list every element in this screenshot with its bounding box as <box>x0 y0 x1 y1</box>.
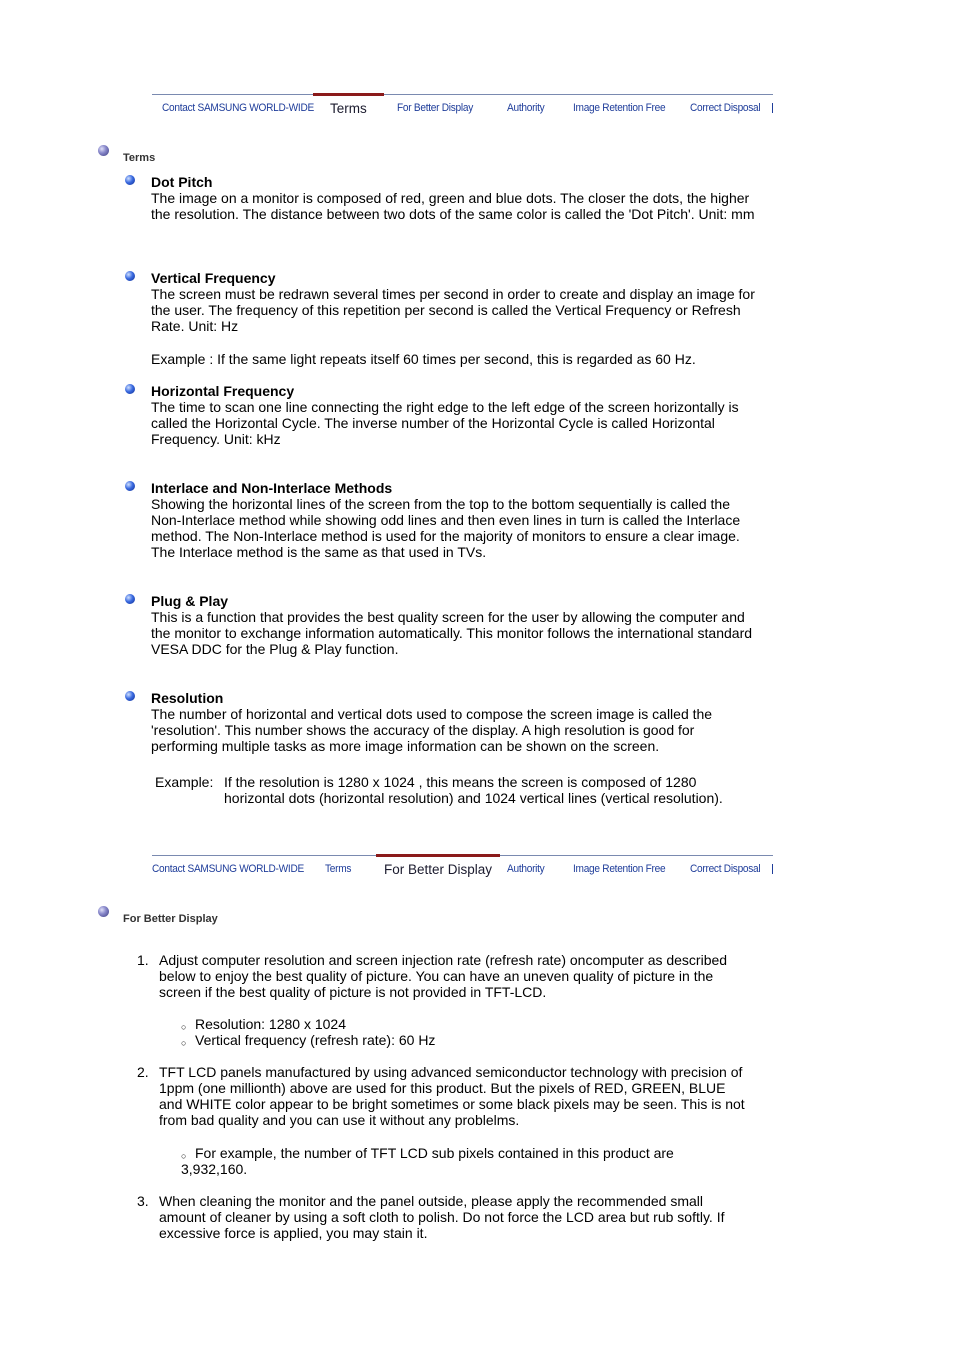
section-title-better-display: For Better Display <box>123 913 218 925</box>
nav-top <box>152 94 773 121</box>
term-body: Showing the horizontal lines of the screen from the top to the bottom sequentially is called the Non-Interlace method while showing odd lines and then even lines in turn is called the Interlace method. The Non-Interlace method is used for the majority of monitors to ensure a clear image. The Interlace method is the same as that used in TVs. <box>151 496 741 560</box>
term-body: The image on a monitor is composed of red, green and blue dots. The closer the dots, the higher the resolution. The distance between two dots of the same color is called the 'Dot Pitch'. Unit: mm <box>151 190 755 222</box>
nav-link-authority[interactable]: Authority <box>507 863 545 875</box>
nav-link-correct-disposal[interactable]: Correct Disposal <box>690 102 761 114</box>
list-number: 2. <box>137 1064 149 1080</box>
term-bullet-icon <box>125 481 135 491</box>
term-title: Dot Pitch <box>151 174 213 190</box>
term-title: Resolution <box>151 690 224 706</box>
section-bullet-icon <box>98 145 109 156</box>
term-title: Horizontal Frequency <box>151 383 295 399</box>
term-bullet-icon <box>125 691 135 701</box>
term-plug-and-play <box>151 593 761 657</box>
term-body: The time to scan one line connecting the right edge to the left edge of the screen horizontally is called the Horizontal Cycle. The inverse number of the Horizontal Cycle is called Horizontal Frequency. Unit: kHz <box>151 399 739 447</box>
term-body: The screen must be redrawn several times per second in order to create and display an image for the user. The frequency of this repetition per second is called the Vertical Frequency or Refresh Rate. Unit: Hz <box>151 286 755 334</box>
term-example: Example : If the same light repeats itself 60 times per second, this is regarded as 60 Hz. <box>151 351 696 367</box>
example-text: If the resolution is 1280 x 1024 , this means the screen is composed of 1280 horizontal dots (horizontal resolution) and 1024 vertical lines (vertical resolution). <box>224 774 723 806</box>
term-vertical-frequency <box>151 270 761 367</box>
circle-bullet-icon: ○ <box>181 1022 187 1032</box>
term-title: Interlace and Non-Interlace Methods <box>151 480 393 496</box>
resolution-example <box>155 774 755 808</box>
sub-list-text: Vertical frequency (refresh rate): 60 Hz <box>195 1032 436 1048</box>
list-text: When cleaning the monitor and the panel outside, please apply the recommended small amount of cleaner by using a soft cloth to polish. Do not force the LCD area but rub softly. If excessive force is applied, you may stain it. <box>159 1193 725 1241</box>
section-bullet-icon <box>98 906 109 917</box>
term-bullet-icon <box>125 175 135 185</box>
list-number: 3. <box>137 1193 149 1209</box>
term-horizontal-frequency <box>151 383 761 447</box>
nav-tab-terms[interactable] <box>313 93 384 122</box>
nav-divider <box>772 864 773 874</box>
circle-bullet-icon: ○ <box>181 1151 187 1161</box>
nav-link-contact[interactable]: Contact SAMSUNG WORLD-WIDE <box>152 863 304 875</box>
nav-link-terms[interactable]: Terms <box>325 863 352 875</box>
nav-link-image-retention[interactable]: Image Retention Free <box>573 102 666 114</box>
list-number: 1. <box>137 952 149 968</box>
term-body: This is a function that provides the best quality screen for the user by allowing the computer and the monitor to exchange information automatically. This monitor follows the international standard VESA DDC for the Plug & Play function. <box>151 609 753 657</box>
nav-link-correct-disposal[interactable]: Correct Disposal <box>690 863 761 875</box>
nav-bottom <box>152 855 773 882</box>
sub-list-text: For example, the number of TFT LCD sub pixels contained in this product are 3,932,160. <box>181 1145 674 1177</box>
term-title: Vertical Frequency <box>151 270 276 286</box>
term-dot-pitch <box>151 174 761 222</box>
nav-link-contact[interactable]: Contact SAMSUNG WORLD-WIDE <box>162 102 314 114</box>
term-bullet-icon <box>125 271 135 281</box>
term-bullet-icon <box>125 384 135 394</box>
nav-link-authority[interactable]: Authority <box>507 102 545 114</box>
nav-link-image-retention[interactable]: Image Retention Free <box>573 863 666 875</box>
example-label: Example: <box>155 774 214 790</box>
nav-divider <box>772 103 773 113</box>
term-bullet-icon <box>125 594 135 604</box>
section-title-terms: Terms <box>123 152 156 164</box>
sub-list-text: Resolution: 1280 x 1024 <box>195 1016 346 1032</box>
nav-tab-better-display[interactable] <box>376 854 500 883</box>
term-body: The number of horizontal and vertical dots used to compose the screen image is called the 'resolution'. This number shows the accuracy of the display. A high resolution is good for performing multiple tasks as more image information can be shown on the screen. <box>151 706 713 754</box>
term-interlace <box>151 480 761 560</box>
term-title: Plug & Play <box>151 593 229 609</box>
term-resolution <box>151 690 761 754</box>
nav-tab-better-display-label: For Better Display <box>384 862 493 877</box>
nav-tab-terms-label: Terms <box>330 101 367 116</box>
list-text: TFT LCD panels manufactured by using advanced semiconductor technology with precision of 1ppm (one millionth) above are used for this product. But the pixels of RED, GREEN, BLUE and WHITE color appear to be bright sometimes or some black pixels may be seen. This is not from bad quality and you can use it without any problelms. <box>159 1064 745 1128</box>
nav-link-better-display[interactable]: For Better Display <box>397 102 474 114</box>
circle-bullet-icon: ○ <box>181 1038 187 1048</box>
list-text: Adjust computer resolution and screen injection rate (refresh rate) oncomputer as described below to enjoy the best quality of picture. You can have an uneven quality of picture in the screen if the best quality of picture is not provided in TFT-LCD. <box>159 952 728 1000</box>
